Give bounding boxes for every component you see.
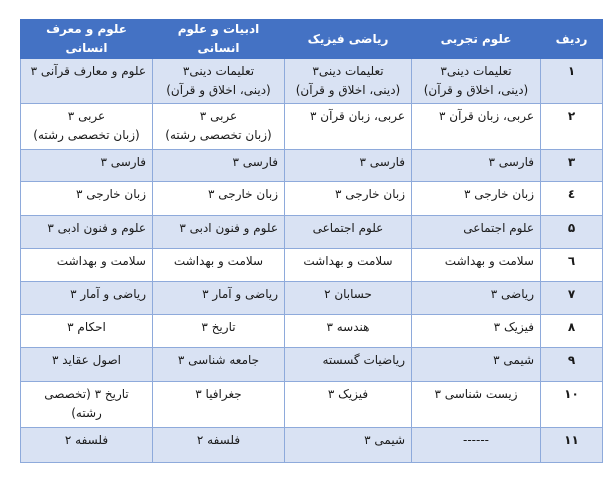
cell-text: ریاضی و آمار ۳ xyxy=(70,287,146,301)
row-number-cell: ۸ xyxy=(541,315,603,348)
row-number-cell: ٤ xyxy=(541,182,603,216)
row-number-cell: ۱۰ xyxy=(541,382,603,428)
cell-text: علوم و معارف قرآنی ۳ xyxy=(30,64,146,78)
math-physics-cell xyxy=(285,348,412,382)
cell-text: فیزیک ۳ xyxy=(493,320,534,334)
row-number-cell: ۷ xyxy=(541,282,603,315)
header-literature-humanities: ادبیات و علوم انسانی xyxy=(153,20,285,59)
curriculum-table xyxy=(20,19,603,463)
row-number-cell: ۹ xyxy=(541,348,603,382)
cell-text: زبان خارجی ۳ xyxy=(76,187,146,201)
cell-text: فارسی ۳ xyxy=(100,155,146,169)
experimental-cell xyxy=(412,282,541,315)
cell-text: علوم و فنون ادبی ۳ xyxy=(47,221,146,235)
literature-humanities-cell xyxy=(153,282,285,315)
experimental-cell xyxy=(412,182,541,216)
cell-text: ------ xyxy=(463,433,489,447)
cell-text: حسابان ۲ xyxy=(324,287,372,301)
math-physics-cell xyxy=(285,315,412,348)
cell-text: شیمی ۳ xyxy=(493,353,534,367)
experimental-cell xyxy=(412,315,541,348)
table-row xyxy=(21,104,603,150)
row-number-cell: ۳ xyxy=(541,150,603,182)
islamic-sciences-cell xyxy=(21,382,153,428)
literature-humanities-cell xyxy=(153,182,285,216)
literature-humanities-cell xyxy=(153,150,285,182)
cell-text: زبان خارجی ۳ xyxy=(464,187,534,201)
cell-text: ریاضیات گسسته xyxy=(322,353,405,367)
experimental-cell xyxy=(412,150,541,182)
cell-text: ریاضی ۳ xyxy=(490,287,534,301)
experimental-cell xyxy=(412,104,541,150)
cell-text: زبان خارجی ۳ xyxy=(335,187,405,201)
table-row xyxy=(21,249,603,282)
islamic-sciences-cell xyxy=(21,182,153,216)
table-header-row xyxy=(21,20,603,59)
experimental-cell xyxy=(412,382,541,428)
cell-text: هندسه ۳ xyxy=(326,320,370,334)
islamic-sciences-cell xyxy=(21,59,153,104)
math-physics-cell xyxy=(285,150,412,182)
table-row xyxy=(21,428,603,463)
islamic-sciences-cell xyxy=(21,315,153,348)
math-physics-cell xyxy=(285,104,412,150)
table-row xyxy=(21,282,603,315)
cell-text: تعلیمات دینی۳ (دینی، اخلاق و قرآن) xyxy=(166,64,271,97)
row-number-cell: ۱ xyxy=(541,59,603,104)
literature-humanities-cell xyxy=(153,216,285,249)
cell-text: ریاضی و آمار ۳ xyxy=(202,287,278,301)
cell-text: علوم اجتماعی xyxy=(312,221,384,235)
literature-humanities-cell xyxy=(153,249,285,282)
table-row xyxy=(21,382,603,428)
math-physics-cell xyxy=(285,216,412,249)
cell-text: فلسفه ۲ xyxy=(196,433,241,447)
table-body xyxy=(21,59,603,463)
cell-text: شیمی ۳ xyxy=(364,433,405,447)
header-math-physics: ریاضی فیزیک xyxy=(285,20,412,59)
cell-text: فیزیک ۳ xyxy=(327,387,369,401)
experimental-cell xyxy=(412,216,541,249)
literature-humanities-cell xyxy=(153,59,285,104)
row-number-cell: ۱۱ xyxy=(541,428,603,463)
literature-humanities-cell xyxy=(153,348,285,382)
math-physics-cell xyxy=(285,282,412,315)
cell-text: تعلیمات دینی۳ (دینی، اخلاق و قرآن) xyxy=(295,64,401,97)
row-number-cell: ۲ xyxy=(541,104,603,150)
header-experimental-sciences: علوم تجربی xyxy=(412,20,541,59)
math-physics-cell xyxy=(285,182,412,216)
cell-text: علوم و فنون ادبی ۳ xyxy=(179,221,278,235)
cell-text: تاریخ ۳ (تخصصی رشته) xyxy=(44,387,129,420)
math-physics-cell xyxy=(285,59,412,104)
cell-text: تاریخ ۳ xyxy=(201,320,236,334)
row-number-cell: ۵ xyxy=(541,216,603,249)
math-physics-cell xyxy=(285,249,412,282)
literature-humanities-cell xyxy=(153,428,285,463)
cell-text: احکام ۳ xyxy=(67,320,106,334)
literature-humanities-cell xyxy=(153,315,285,348)
cell-text: سلامت و بهداشت xyxy=(173,254,264,268)
cell-text: فارسی ۳ xyxy=(488,155,534,169)
islamic-sciences-cell xyxy=(21,104,153,150)
cell-text: سلامت و بهداشت xyxy=(444,254,534,268)
islamic-sciences-cell xyxy=(21,249,153,282)
cell-text: اصول عقاید ۳ xyxy=(51,353,122,367)
islamic-sciences-cell xyxy=(21,428,153,463)
experimental-cell xyxy=(412,249,541,282)
cell-text: عربی ۳ (زبان تخصصی رشته) xyxy=(33,109,140,142)
cell-text: جغرافیا ۳ xyxy=(195,387,242,401)
literature-humanities-cell xyxy=(153,382,285,428)
table-row xyxy=(21,315,603,348)
cell-text: علوم اجتماعی xyxy=(463,221,534,235)
table-row xyxy=(21,182,603,216)
table-row xyxy=(21,59,603,104)
header-row-number: ردیف xyxy=(541,20,603,59)
cell-text: عربی، زبان قرآن ۳ xyxy=(310,109,405,123)
islamic-sciences-cell xyxy=(21,216,153,249)
cell-text: فلسفه ۲ xyxy=(64,433,109,447)
cell-text: سلامت و بهداشت xyxy=(56,254,146,268)
cell-text: عربی ۳ (زبان تخصصی رشته) xyxy=(165,109,272,142)
curriculum-table-container xyxy=(20,19,602,463)
literature-humanities-cell xyxy=(153,104,285,150)
cell-text: زبان خارجی ۳ xyxy=(208,187,278,201)
row-number-cell: ٦ xyxy=(541,249,603,282)
math-physics-cell xyxy=(285,382,412,428)
islamic-sciences-cell xyxy=(21,348,153,382)
cell-text: عربی، زبان قرآن ۳ xyxy=(439,109,534,123)
experimental-cell xyxy=(412,59,541,104)
cell-text: تعلیمات دینی۳ (دینی، اخلاق و قرآن) xyxy=(423,64,529,97)
islamic-sciences-cell xyxy=(21,282,153,315)
table-row xyxy=(21,216,603,249)
islamic-sciences-cell xyxy=(21,150,153,182)
table-row xyxy=(21,348,603,382)
experimental-cell xyxy=(412,428,541,463)
cell-text: فارسی ۳ xyxy=(232,155,278,169)
cell-text: جامعه شناسی ۳ xyxy=(177,353,260,367)
experimental-cell xyxy=(412,348,541,382)
math-physics-cell xyxy=(285,428,412,463)
header-islamic-sciences: علوم و معرف انسانی xyxy=(21,20,153,59)
cell-text: زیست شناسی ۳ xyxy=(434,387,518,401)
table-row xyxy=(21,150,603,182)
cell-text: سلامت و بهداشت xyxy=(303,254,393,268)
cell-text: فارسی ۳ xyxy=(359,155,405,169)
